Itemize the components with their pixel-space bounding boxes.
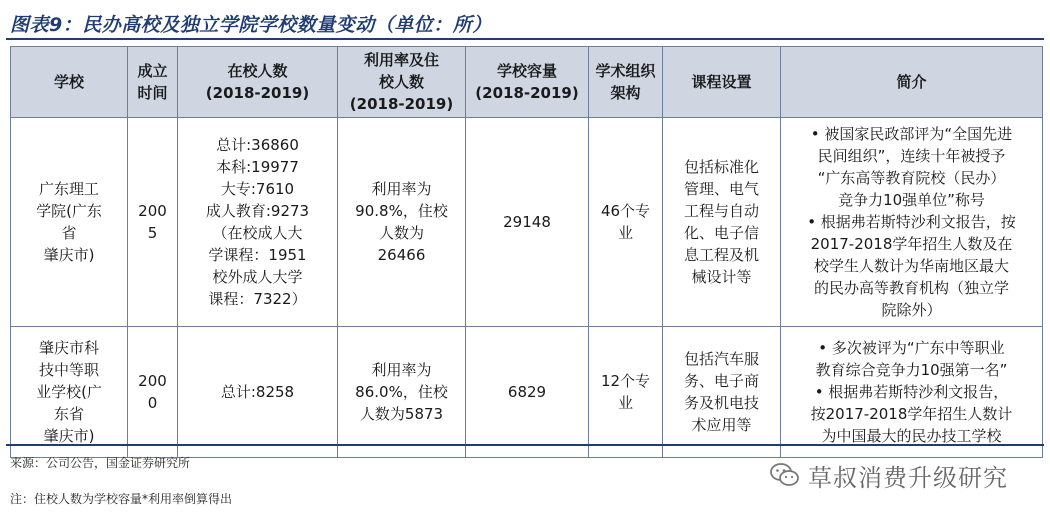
cell-structure [589,118,663,327]
cell-text: 院除外） [881,301,942,319]
cell-text: 省 [61,224,77,242]
cell-text: 工程与自动 [683,202,759,220]
cell-text: 人数为5873 [359,405,444,423]
header-text: 利用率及住 [363,51,439,69]
header-capacity [466,47,589,118]
header-intro: 简介 [781,47,1043,118]
header-text: (2018-2019) [205,84,310,102]
cell-text: 12个专 [600,372,651,390]
figure-title: 图表9：民办高校及独立学院学校数量变动（单位：所） [10,14,492,36]
header-founded [128,47,178,118]
cell-school [11,327,128,458]
cell-text: 教育综合竞争力10强第一名” [815,361,1008,379]
header-utilization [338,47,466,118]
header-text: 在校人数 [227,62,288,80]
cell-text: 械设计等 [691,268,752,286]
cell-text: 包括汽车服 [683,350,759,368]
cell-enrollment [178,327,338,458]
cell-text: 化、电子信 [683,224,759,242]
cell-capacity: 29148 [466,118,589,327]
cell-text: 务及机电技 [683,394,759,412]
cell-text: 包括标准化 [683,158,759,176]
cell-text: 肇庆市科 [38,339,99,357]
school-table [10,46,1043,458]
cell-text: 民间组织”，连续十年被授予 [817,147,1006,165]
cell-text: 息工程及机 [683,246,759,264]
watermark [770,455,1008,495]
cell-text: 0 [147,394,158,412]
cell-text: 本科:19977 [216,158,299,176]
header-structure [589,47,663,118]
cell-text: 90.8%，住校 [355,202,448,220]
cell-text: • 根据弗若斯特沙利文报告， [814,383,1009,401]
cell-utilization [338,327,466,458]
cell-text: 肇庆市) [43,246,95,264]
cell-text: 业 [617,224,633,242]
wechat-icon [770,462,800,488]
cell-text: 肇庆市) [43,427,95,445]
cell-text: 业学校(广 [36,383,102,401]
cell-text: 86.0%，住校 [355,383,448,401]
cell-text: 东省 [53,405,84,423]
header-text: (2018-2019) [475,84,579,102]
cell-text: 总计:36860 [216,136,299,154]
cell-founded [128,327,178,458]
cell-intro [781,327,1043,458]
cell-text: 技中等职 [38,361,99,379]
cell-text: 人数为 [378,224,424,242]
cell-text: • 多次被评为“广东中等职业 [818,339,1005,357]
cell-text: 5 [147,224,158,242]
header-courses: 课程设置 [663,47,781,118]
table-row [11,118,1043,327]
cell-text: 业 [617,394,633,412]
cell-text: 学课程：1951 [208,246,307,264]
header-structure-label: 学术组织架构 [595,62,656,102]
cell-text: 成人教育:9273 [205,202,310,220]
cell-text: 课程：7322） [208,290,307,308]
bottom-rule [6,444,1044,446]
cell-text: 学院(广东 [36,202,102,220]
cell-courses [663,118,781,327]
cell-text: • 被国家民政部评为“全国先进 [810,125,1013,143]
cell-text: 校学生人数计为华南地区最大 [813,257,1009,275]
cell-text: 管理、电气 [683,180,759,198]
cell-text: • 根据弗若斯特沙利文报告，按 [807,213,1016,231]
header-text: 学校容量 [496,62,557,80]
header-text: (2018-2019) [349,95,454,113]
cell-text: 200 [138,202,167,220]
table-row [11,327,1043,458]
watermark-text: 草叔消费升级研究 [808,463,1008,492]
cell-text: 术应用等 [691,416,752,434]
header-enrollment [178,47,338,118]
header-founded-label: 成立时间 [137,62,168,102]
source-note: 来源：公司公告，国金证券研究所 [10,456,191,470]
header-row [11,47,1043,118]
cell-text: 为中国最大的民办技工学校 [821,427,1002,445]
cell-text: 的民办高等教育机构（独立学 [813,279,1009,297]
header-school: 学校 [11,47,128,118]
title-bar [6,4,1044,40]
cell-enrollment [178,118,338,327]
cell-text: 校外成人大学 [212,268,303,286]
cell-capacity: 6829 [466,327,589,458]
cell-text: 46个专 [600,202,651,220]
cell-text: 利用率为 [371,180,432,198]
cell-text: 2017-2018学年招生人数及在 [810,235,1013,253]
header-text: 校人数 [378,73,424,91]
cell-intro [781,118,1043,327]
cell-text: 务、电子商 [683,372,759,390]
cell-school [11,118,128,327]
cell-text: 广东理工 [38,180,99,198]
cell-text: “广东高等教育院校（民办） [817,169,1006,187]
cell-founded [128,118,178,327]
cell-text: 按2017-2018学年招生人数计 [810,405,1013,423]
cell-text: 总计:8258 [220,383,295,401]
cell-courses [663,327,781,458]
cell-text: （在校成人大 [212,224,303,242]
footnote: 注：住校人数为学校容量*利用率倒算得出 [10,492,233,506]
cell-text: 利用率为 [371,361,432,379]
cell-text: 竞争力10强单位”称号 [838,191,985,209]
cell-text: 大专:7610 [220,180,295,198]
cell-text: 26466 [377,246,426,264]
cell-structure [589,327,663,458]
cell-utilization [338,118,466,327]
cell-text: 200 [138,372,167,390]
